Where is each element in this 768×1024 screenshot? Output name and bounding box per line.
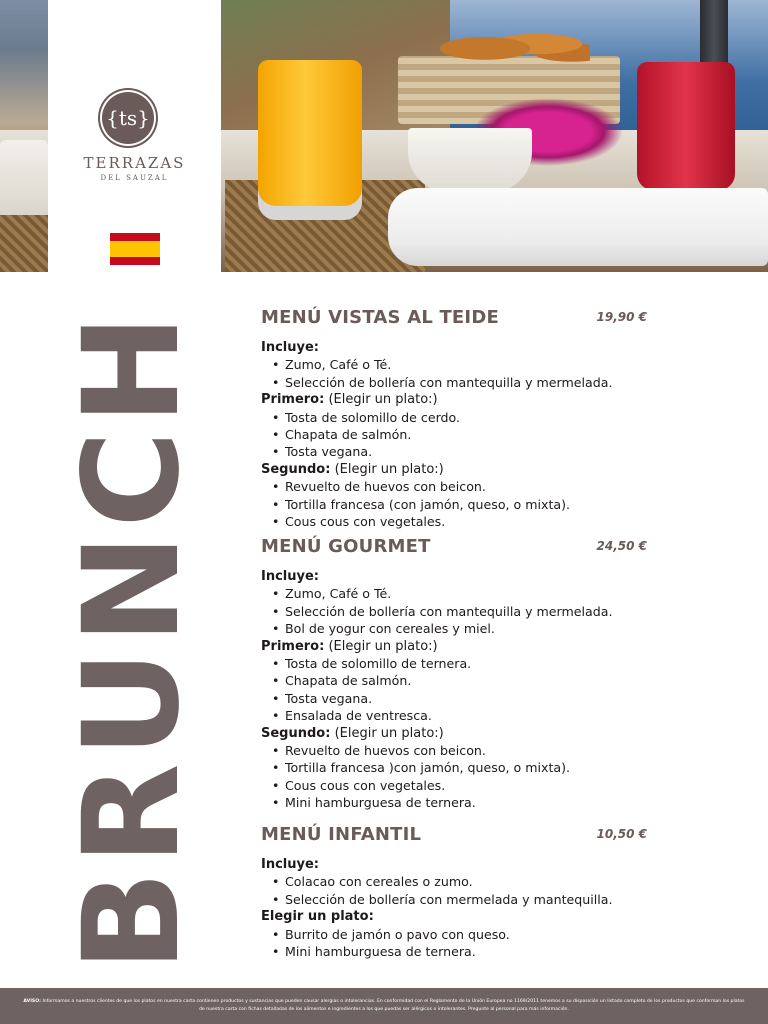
section-label: Segundo:: [261, 725, 331, 741]
item-list: [261, 585, 661, 637]
section-heading: [261, 339, 661, 356]
item-list: [261, 356, 661, 391]
section-heading: [261, 856, 661, 873]
list-item: • Tortilla francesa (con jamón, queso, o mixta).: [285, 496, 661, 513]
section-label: Primero:: [261, 392, 325, 408]
section-note: (Elegir un plato:): [330, 725, 444, 741]
list-item: • Tortilla francesa )con jamón, queso, o mixta).: [285, 759, 661, 776]
logo-panel: [48, 0, 221, 272]
menu-header: [261, 824, 661, 850]
croissants: [440, 22, 590, 66]
list-item: • Zumo, Café o Té.: [285, 585, 661, 602]
item-list: [261, 742, 661, 812]
list-item: • Ensalada de ventresca.: [285, 707, 661, 724]
list-item: • Tosta de solomillo de ternera.: [285, 655, 661, 672]
menu-title: MENÚ VISTAS AL TEIDE: [261, 307, 499, 328]
section-note: (Elegir un plato:): [324, 392, 438, 408]
list-item: • Zumo, Café o Té.: [285, 356, 661, 373]
list-item: • Chapata de salmón.: [285, 672, 661, 689]
list-item: • Bol de yogur con cereales y miel.: [285, 620, 661, 637]
notice-text: Informamos a nuestros clientes de que los platos en nuestra carta contienen productos y sustancias que pueden causar alergias o intolerancias. En conformidad con el Reglamento de la Unión Europea no 1169/2011 tenemos a su disposición un listado completo de los productos que conforman los platos de nuestra carta con fichas detalladas de los alimentos e ingredientes a los que puedas ser alérgicos o intolerantes. Pregunte al personal para más información.: [40, 999, 745, 1012]
napkin-left: [0, 140, 48, 220]
item-list: [261, 655, 661, 725]
menu-header: [261, 307, 661, 333]
brand-name: TERRAZAS: [83, 154, 186, 172]
item-list: [261, 409, 661, 461]
menu-price: 10,50 €: [596, 827, 647, 841]
menu-header: [261, 536, 661, 562]
menu-vistas-al-teide: [261, 307, 661, 530]
list-item: • Tosta de solomillo de cerdo.: [285, 409, 661, 426]
notice-label: AVISO:: [23, 999, 41, 1004]
list-item: • Mini hamburguesa de ternera.: [285, 794, 661, 811]
red-juice-glass: [637, 62, 735, 190]
list-item: • Cous cous con vegetales.: [285, 513, 661, 530]
list-item: • Revuelto de huevos con beicon.: [285, 478, 661, 495]
item-list: [261, 873, 661, 908]
section-label: Primero:: [261, 638, 325, 654]
list-item: • Selección de bollería con mantequilla y mermelada.: [285, 603, 661, 620]
list-item: • Tosta vegana.: [285, 690, 661, 707]
menu-gourmet: [261, 536, 661, 812]
section-label: Elegir un plato:: [261, 909, 374, 925]
section-heading: [261, 725, 661, 742]
list-item: • Selección de bollería con mermelada y mantequilla.: [285, 891, 661, 908]
section-heading: [261, 461, 661, 478]
section-label: Segundo:: [261, 461, 331, 477]
menu-title: MENÚ GOURMET: [261, 536, 431, 557]
list-item: • Cous cous con vegetales.: [285, 777, 661, 794]
menu-title: MENÚ INFANTIL: [261, 824, 422, 845]
section-label: Incluye:: [261, 340, 319, 355]
list-item: • Colacao con cereales o zumo.: [285, 873, 661, 890]
folded-napkin: [388, 188, 768, 266]
list-item: • Tosta vegana.: [285, 443, 661, 460]
list-item: • Burrito de jamón o pavo con queso.: [285, 926, 661, 943]
section-heading: [261, 391, 661, 408]
brand-subtitle: DEL SAUZAL: [100, 174, 169, 182]
list-item: • Revuelto de huevos con beicon.: [285, 742, 661, 759]
section-heading: [261, 568, 661, 585]
section-note: (Elegir un plato:): [324, 638, 438, 654]
list-item: • Chapata de salmón.: [285, 426, 661, 443]
menu-price: 24,50 €: [596, 539, 647, 553]
section-label: Incluye:: [261, 569, 319, 584]
spain-flag-icon[interactable]: [110, 233, 160, 265]
brand-logo-icon: {ts}: [100, 90, 156, 146]
white-bowl: [408, 128, 532, 192]
allergen-notice-footer: [0, 988, 768, 1024]
placemat-left: [0, 215, 48, 272]
section-heading: [261, 908, 661, 925]
section-note: (Elegir un plato:): [330, 461, 444, 477]
section-heading: [261, 638, 661, 655]
item-list: [261, 478, 661, 530]
list-item: • Selección de bollería con mantequilla y mermelada.: [285, 374, 661, 391]
section-label: Incluye:: [261, 857, 319, 872]
orange-juice-glass: [258, 60, 362, 220]
menu-infantil: [261, 824, 661, 960]
menu-price: 19,90 €: [596, 310, 647, 324]
brunch-title-text: BRUNCH: [55, 308, 209, 972]
list-item: • Mini hamburguesa de ternera.: [285, 943, 661, 960]
item-list: [261, 926, 661, 961]
